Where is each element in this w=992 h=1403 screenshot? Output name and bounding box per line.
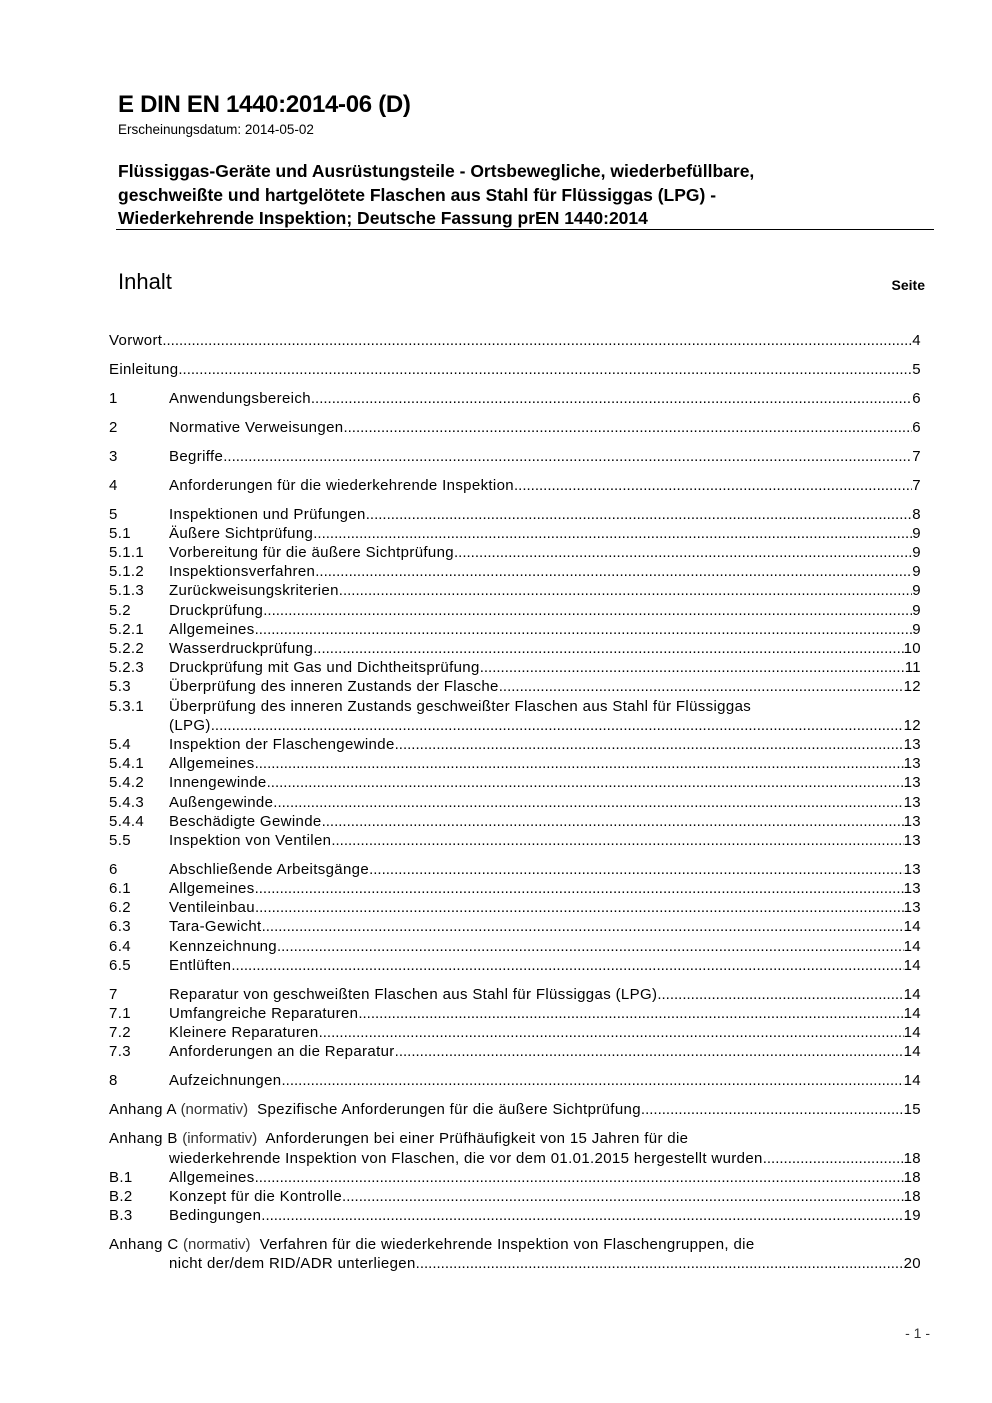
toc-entry-title: Konzept für die Kontrolle — [169, 1187, 343, 1205]
toc-entry-number: 6.5 — [109, 956, 131, 974]
subtitle-line: geschweißte und hartgelötete Flaschen aus Stahl für Flüssiggas (LPG) - — [118, 184, 717, 205]
toc-entry-title: Entlüften — [169, 956, 232, 974]
toc-entry[interactable] — [109, 677, 921, 696]
toc-entry-line — [169, 793, 921, 812]
toc-entry-title: Vorwort — [109, 331, 163, 349]
toc-entry-number: 7.2 — [109, 1024, 131, 1042]
toc-entry[interactable] — [109, 1100, 921, 1119]
toc-entry-title: Vorbereitung für die äußere Sichtprüfung — [169, 544, 455, 562]
annex-type: (informativ) — [182, 1130, 258, 1148]
toc-entry-page: 9 — [912, 524, 921, 542]
annex-title: Spezifische Anforderungen für die äußere Sichtprüfung — [248, 1101, 641, 1119]
toc-entry-number: 6.2 — [109, 899, 131, 917]
dot-leader — [763, 1149, 904, 1168]
toc-entry-number: 6.1 — [109, 880, 131, 898]
toc-entry-line — [169, 677, 921, 696]
toc-entry-title: Inspektionsverfahren — [169, 563, 316, 581]
annex-title: Anforderungen bei einer Prüfhäufigkeit von 15 Jahren für die — [257, 1130, 689, 1148]
toc-entry-title: Anwendungsbereich — [169, 389, 311, 407]
dot-leader — [319, 1023, 904, 1042]
toc-entry-number: 5.1.2 — [109, 563, 145, 581]
toc-entry-page: 12 — [903, 716, 921, 734]
toc-entry-number: 5.5 — [109, 831, 131, 849]
toc-entry-page: 14 — [903, 1004, 921, 1022]
dot-leader — [313, 524, 912, 543]
dot-leader — [315, 562, 912, 581]
dot-leader — [267, 773, 904, 792]
toc-entry[interactable] — [109, 985, 921, 1004]
toc-entry-line — [109, 1100, 921, 1119]
dot-leader — [416, 1254, 904, 1273]
toc-entry-page: 14 — [903, 1043, 921, 1061]
toc-entry-title: Kennzeichnung — [169, 937, 277, 955]
toc-entry-line — [169, 1023, 921, 1042]
toc-entry-number: 5.3 — [109, 678, 131, 696]
toc-entry[interactable] — [109, 331, 921, 350]
toc-entry-line — [169, 658, 921, 677]
dot-leader — [261, 1206, 903, 1225]
toc-entry-page: 9 — [912, 582, 921, 600]
toc-entry-page: 13 — [903, 860, 921, 878]
toc-entry-title: Druckprüfung mit Gas und Dichtheitsprüfung — [169, 659, 480, 677]
toc-entry-continuation[interactable] — [109, 716, 921, 735]
toc-entry-page: 20 — [903, 1255, 921, 1273]
dot-leader — [255, 620, 913, 639]
toc-entry-number: 7.3 — [109, 1043, 131, 1061]
toc-entry-title: Abschließende Arbeitsgänge — [169, 860, 370, 878]
toc-entry-continuation[interactable] — [109, 1254, 921, 1273]
toc-entry-page: 14 — [903, 985, 921, 1003]
toc-entry[interactable] — [109, 639, 921, 658]
toc-entry-line — [169, 639, 921, 658]
toc-entry-title: Begriffe — [169, 447, 224, 465]
toc-entry-page: 18 — [903, 1168, 921, 1186]
toc-entry-number: 5.4.4 — [109, 812, 145, 830]
toc-entry-title: Überprüfung des inneren Zustands geschweißter Flaschen aus Stahl für Flüssiggas — [169, 697, 752, 715]
toc-entry-line — [169, 505, 921, 524]
toc-entry-number: 2 — [109, 418, 118, 436]
toc-entry-title: Überprüfung des inneren Zustands der Flasche — [169, 678, 499, 696]
toc-entry-title — [109, 1129, 688, 1148]
dot-leader — [313, 639, 903, 658]
toc-entry-title: wiederkehrende Inspektion von Flaschen, die vor dem 01.01.2015 hergestellt wurden — [169, 1149, 763, 1167]
toc-entry[interactable] — [109, 543, 921, 562]
toc-entry-title: Kleinere Reparaturen — [169, 1024, 319, 1042]
toc-entry-line — [169, 773, 921, 792]
toc-entry-number: 3 — [109, 447, 118, 465]
divider — [116, 229, 934, 230]
toc-entry-page: 6 — [912, 389, 921, 407]
dot-leader — [262, 917, 904, 936]
dot-leader — [211, 716, 904, 735]
toc-entry[interactable] — [109, 601, 921, 620]
dot-leader — [322, 812, 904, 831]
dot-leader — [499, 677, 904, 696]
toc-entry[interactable] — [109, 1168, 921, 1187]
toc-entry-line — [169, 1254, 921, 1273]
toc-entry-title: Außengewinde — [169, 793, 274, 811]
dot-leader — [255, 898, 904, 917]
toc-entry-line — [169, 1004, 921, 1023]
toc-entry-title: Umfangreiche Reparaturen — [169, 1004, 359, 1022]
table-of-contents — [109, 321, 921, 1273]
toc-entry-line — [169, 831, 921, 850]
toc-entry-page: 7 — [912, 447, 921, 465]
toc-entry-page: 13 — [903, 899, 921, 917]
toc-entry-title: Tara-Gewicht — [169, 918, 262, 936]
toc-entry[interactable] — [109, 581, 921, 600]
toc-entry[interactable] — [109, 658, 921, 677]
toc-entry-continuation[interactable] — [109, 1149, 921, 1168]
dot-leader — [255, 879, 904, 898]
toc-entry-page: 10 — [903, 640, 921, 658]
toc-entry[interactable] — [109, 562, 921, 581]
toc-entry-line — [169, 1042, 921, 1061]
toc-entry-number: 5.1.1 — [109, 544, 145, 562]
toc-entry-line — [109, 331, 921, 350]
toc-entry-page: 13 — [903, 774, 921, 792]
dot-leader — [369, 860, 904, 879]
toc-entry-line — [109, 360, 921, 379]
toc-entry-title: Inspektionen und Prüfungen — [169, 505, 366, 523]
toc-entry-number: 7 — [109, 985, 118, 1003]
toc-entry-page: 14 — [903, 956, 921, 974]
toc-entry-line — [169, 620, 921, 639]
toc-entry-page: 13 — [903, 880, 921, 898]
dot-leader — [480, 658, 905, 677]
toc-entry-line — [169, 601, 921, 620]
toc-entry-page: 9 — [912, 620, 921, 638]
toc-entry[interactable] — [109, 812, 921, 831]
toc-entry-number: 5.4.3 — [109, 793, 145, 811]
dot-leader — [454, 543, 912, 562]
toc-entry-number: 6.4 — [109, 937, 131, 955]
toc-entry[interactable] — [109, 937, 921, 956]
toc-entry-title: Bedingungen — [169, 1207, 262, 1225]
toc-entry-page: 19 — [903, 1207, 921, 1225]
toc-entry-title: Normative Verweisungen — [169, 418, 344, 436]
toc-entry-number: 5 — [109, 505, 118, 523]
toc-entry-title: (LPG) — [169, 716, 211, 734]
toc-entry-page: 14 — [903, 918, 921, 936]
dot-leader — [311, 389, 912, 408]
toc-entry-page: 13 — [903, 793, 921, 811]
toc-entry[interactable] — [109, 418, 921, 437]
toc-entry-title: Innengewinde — [169, 774, 267, 792]
toc-entry-title: Äußere Sichtprüfung — [169, 524, 314, 542]
toc-entry-number: 5.3.1 — [109, 697, 145, 715]
toc-entry[interactable] — [109, 1042, 921, 1061]
toc-entry-page: 9 — [912, 544, 921, 562]
toc-entry-line — [169, 1149, 921, 1168]
dot-leader — [657, 985, 903, 1004]
toc-entry-title: Inspektion der Flaschengewinde — [169, 735, 395, 753]
document-title: E DIN EN 1440:2014-06 (D) — [118, 91, 411, 118]
publication-date: Erscheinungsdatum: 2014-05-02 — [118, 122, 314, 137]
toc-entry-line — [169, 1071, 921, 1090]
toc-entry-line — [169, 812, 921, 831]
toc-entry-title: Anforderungen für die wiederkehrende Inspektion — [169, 476, 514, 494]
annex-label: Anhang A — [109, 1101, 181, 1119]
toc-entry[interactable] — [109, 879, 921, 898]
toc-entry-number: 7.1 — [109, 1004, 131, 1022]
toc-entry-line — [169, 956, 921, 975]
toc-entry-title: Allgemeines — [169, 620, 255, 638]
toc-entry-line — [169, 418, 921, 437]
toc-entry-title: Reparatur von geschweißten Flaschen aus Stahl für Flüssiggas (LPG) — [169, 985, 658, 1003]
annex-title: Verfahren für die wiederkehrende Inspektion von Flaschengruppen, die — [250, 1236, 755, 1254]
toc-entry-page: 18 — [903, 1187, 921, 1205]
toc-entry-number: 6.3 — [109, 918, 131, 936]
toc-entry[interactable] — [109, 1187, 921, 1206]
toc-entry-line — [169, 1206, 921, 1225]
toc-entry-line — [169, 917, 921, 936]
toc-entry[interactable] — [109, 956, 921, 975]
toc-entry-line — [109, 1235, 921, 1254]
toc-entry[interactable] — [109, 754, 921, 773]
toc-entry-line — [169, 476, 921, 495]
toc-entry-page: 13 — [903, 755, 921, 773]
toc-entry-page: 12 — [903, 678, 921, 696]
dot-leader — [395, 735, 904, 754]
toc-entry-page: 7 — [912, 476, 921, 494]
toc-entry-page: 13 — [903, 831, 921, 849]
toc-entry-number: 5.2.2 — [109, 640, 145, 658]
toc-entry-number: B.2 — [109, 1187, 133, 1205]
dot-leader — [358, 1004, 903, 1023]
toc-entry-number: 1 — [109, 389, 118, 407]
dot-leader — [277, 937, 904, 956]
dot-leader — [255, 754, 904, 773]
dot-leader — [231, 956, 903, 975]
toc-entry[interactable] — [109, 505, 921, 524]
toc-entry-number: 5.1 — [109, 524, 131, 542]
toc-entry-line — [169, 937, 921, 956]
toc-entry-line — [169, 447, 921, 466]
toc-entry[interactable] — [109, 735, 921, 754]
toc-entry[interactable] — [109, 524, 921, 543]
toc-entry[interactable] — [109, 389, 921, 408]
toc-entry[interactable] — [109, 917, 921, 936]
toc-entry-line — [169, 1168, 921, 1187]
toc-entry-line — [169, 879, 921, 898]
toc-entry-page: 13 — [903, 735, 921, 753]
dot-leader — [342, 1187, 904, 1206]
toc-entry-title: Zurückweisungskriterien — [169, 582, 339, 600]
toc-entry-title: Inspektion von Ventilen — [169, 831, 332, 849]
toc-entry-number: B.3 — [109, 1207, 133, 1225]
toc-entry[interactable] — [109, 898, 921, 917]
dot-leader — [331, 831, 903, 850]
dot-leader — [339, 581, 913, 600]
toc-entry-line — [109, 1129, 921, 1148]
toc-entry[interactable] — [109, 1129, 921, 1148]
toc-heading: Inhalt — [118, 269, 172, 294]
toc-entry[interactable] — [109, 1235, 921, 1254]
dot-leader — [366, 505, 913, 524]
toc-entry[interactable] — [109, 360, 921, 379]
annex-label: Anhang C — [109, 1236, 184, 1254]
toc-entry-line — [169, 543, 921, 562]
subtitle-line: Wiederkehrende Inspektion; Deutsche Fassung prEN 1440:2014 — [118, 208, 648, 228]
toc-entry-line — [169, 860, 921, 879]
toc-entry-title: Allgemeines — [169, 1168, 255, 1186]
toc-entry[interactable] — [109, 1023, 921, 1042]
toc-entry-page: 9 — [912, 601, 921, 619]
toc-entry-line — [169, 389, 921, 408]
toc-entry-line — [169, 1187, 921, 1206]
toc-entry[interactable] — [109, 793, 921, 812]
toc-entry[interactable] — [109, 447, 921, 466]
toc-entry[interactable] — [109, 773, 921, 792]
toc-entry-number: 5.4 — [109, 735, 131, 753]
dot-leader — [178, 360, 912, 379]
toc-entry-line — [169, 735, 921, 754]
toc-entry-page: 11 — [904, 659, 921, 677]
toc-entry-title: nicht der/dem RID/ADR unterliegen — [169, 1255, 416, 1273]
toc-entry-number: 4 — [109, 476, 118, 494]
toc-entry-line — [169, 697, 921, 716]
dot-leader — [263, 601, 912, 620]
subtitle-line: Flüssiggas-Geräte und Ausrüstungsteile - Ortsbewegliche, wiederbefüllbare, — [118, 161, 755, 181]
page-column-label: Seite — [891, 277, 925, 293]
toc-entry-number: 6 — [109, 860, 118, 878]
toc-entry-number: 5.1.3 — [109, 582, 145, 600]
toc-entry-line — [169, 562, 921, 581]
toc-entry-line — [169, 898, 921, 917]
dot-leader — [343, 418, 912, 437]
toc-entry-page: 14 — [903, 937, 921, 955]
toc-entry-title: Beschädigte Gewinde — [169, 812, 322, 830]
toc-entry-page: 6 — [912, 418, 921, 436]
toc-entry-number: 5.2.3 — [109, 659, 145, 677]
toc-entry-line — [169, 581, 921, 600]
toc-entry-number: 5.2.1 — [109, 620, 145, 638]
toc-entry-title — [109, 1100, 641, 1119]
toc-entry[interactable] — [109, 697, 921, 716]
dot-leader — [514, 476, 912, 495]
dot-leader — [282, 1071, 904, 1090]
toc-entry-page: 5 — [912, 360, 921, 378]
toc-entry-title: Druckprüfung — [169, 601, 264, 619]
toc-entry[interactable] — [109, 1004, 921, 1023]
toc-entry-page: 14 — [903, 1024, 921, 1042]
toc-entry-title: Allgemeines — [169, 880, 255, 898]
toc-entry-number: 8 — [109, 1072, 118, 1090]
dot-leader — [162, 331, 912, 350]
toc-entry-title: Aufzeichnungen — [169, 1072, 282, 1090]
toc-entry-line — [169, 524, 921, 543]
toc-entry-page: 15 — [903, 1101, 921, 1119]
annex-type: (normativ) — [180, 1101, 249, 1119]
annex-label: Anhang B — [109, 1130, 183, 1148]
dot-leader — [255, 1168, 904, 1187]
dot-leader — [223, 447, 912, 466]
page-number: - 1 - — [905, 1325, 930, 1341]
dot-leader — [395, 1042, 904, 1061]
toc-entry-line — [169, 716, 921, 735]
toc-entry-line — [169, 754, 921, 773]
toc-entry-title: Ventileinbau — [169, 899, 255, 917]
toc-entry[interactable] — [109, 1071, 921, 1090]
toc-entry-title: Allgemeines — [169, 755, 255, 773]
toc-entry-page: 18 — [903, 1149, 921, 1167]
toc-entry[interactable] — [109, 860, 921, 879]
toc-entry[interactable] — [109, 620, 921, 639]
document-subtitle — [118, 160, 934, 231]
toc-entry-title: Einleitung — [109, 360, 179, 378]
toc-entry-number: 5.2 — [109, 601, 131, 619]
toc-entry-page: 14 — [903, 1072, 921, 1090]
toc-entry[interactable] — [109, 476, 921, 495]
toc-entry-page: 13 — [903, 812, 921, 830]
toc-entry-number: 5.4.1 — [109, 755, 145, 773]
toc-entry-page: 8 — [912, 505, 921, 523]
toc-entry-number: 5.4.2 — [109, 774, 145, 792]
toc-entry[interactable] — [109, 831, 921, 850]
dot-leader — [641, 1100, 904, 1119]
dot-leader — [273, 793, 903, 812]
toc-entry-title: Anforderungen an die Reparatur — [169, 1043, 395, 1061]
toc-entry-line — [169, 985, 921, 1004]
toc-entry-title — [109, 1235, 755, 1254]
toc-entry-page: 4 — [912, 331, 921, 349]
toc-entry[interactable] — [109, 1206, 921, 1225]
annex-type: (normativ) — [183, 1236, 251, 1254]
toc-entry-number: B.1 — [109, 1168, 133, 1186]
toc-entry-title: Wasserdruckprüfung — [169, 640, 314, 658]
toc-entry-page: 9 — [912, 563, 921, 581]
